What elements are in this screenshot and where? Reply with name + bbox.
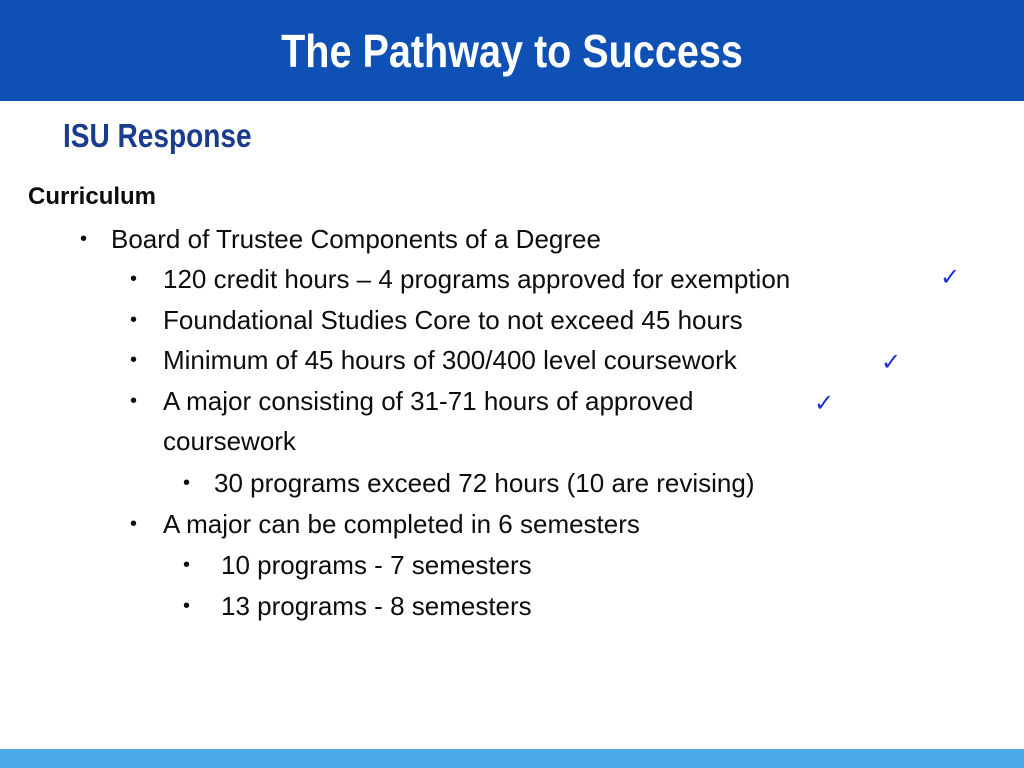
check-icon: ✓ bbox=[881, 348, 902, 376]
list-item-eight-semesters: 13 programs - 8 semesters bbox=[221, 591, 532, 621]
title-bar bbox=[0, 0, 1024, 101]
list-item-programs-exceed: 30 programs exceed 72 hours (10 are revising) bbox=[214, 468, 755, 498]
list-item-board-components: Board of Trustee Components of a Degree bbox=[111, 224, 601, 254]
bullet-icon: • bbox=[130, 309, 138, 331]
bullet-icon: • bbox=[183, 554, 191, 576]
list-item-credit-hours: 120 credit hours – 4 programs approved for exemption bbox=[163, 264, 791, 294]
bullet-icon: • bbox=[183, 595, 191, 617]
section-heading: Curriculum bbox=[28, 183, 157, 210]
bullet-icon: • bbox=[183, 472, 191, 494]
list-item-foundational-core: Foundational Studies Core to not exceed 45 hours bbox=[163, 305, 743, 335]
check-icon: ✓ bbox=[814, 389, 835, 417]
slide-title: The Pathway to Success bbox=[281, 25, 743, 77]
list-item-major-hours-continued: coursework bbox=[163, 426, 296, 456]
bullet-icon: • bbox=[80, 228, 88, 250]
bullet-icon: • bbox=[130, 349, 138, 371]
list-item-six-semesters: A major can be completed in 6 semesters bbox=[163, 509, 640, 539]
list-item-major-hours: A major consisting of 31-71 hours of approved bbox=[163, 386, 694, 416]
slide-subtitle: ISU Response bbox=[63, 117, 252, 154]
bullet-icon: • bbox=[130, 390, 138, 412]
list-item-seven-semesters: 10 programs - 7 semesters bbox=[221, 550, 532, 580]
check-icon: ✓ bbox=[940, 263, 961, 291]
bullet-icon: • bbox=[130, 513, 138, 535]
list-item-upper-level: Minimum of 45 hours of 300/400 level coursework bbox=[163, 345, 737, 375]
footer-bar bbox=[0, 749, 1024, 768]
bullet-icon: • bbox=[130, 268, 138, 290]
